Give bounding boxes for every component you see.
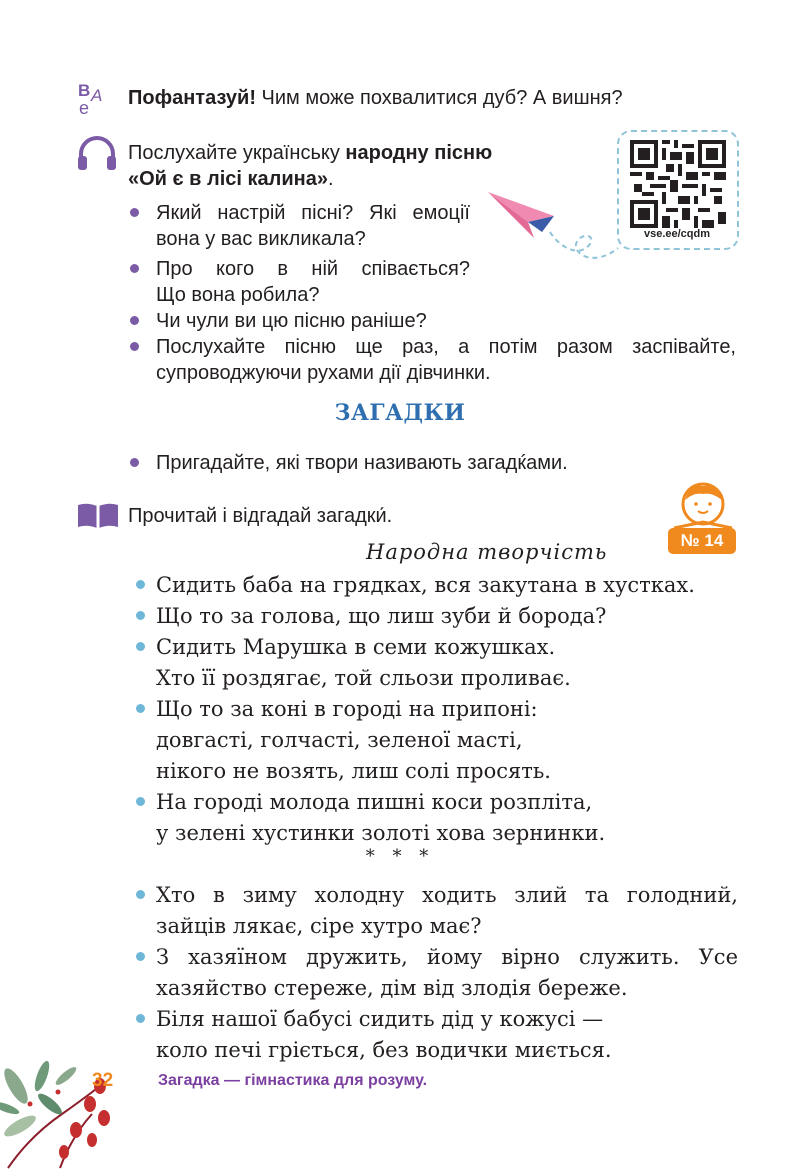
bullet-dot — [136, 890, 145, 899]
list-item — [156, 256, 470, 282]
bullet-dot — [136, 580, 145, 589]
list-item-continuation: вона у вас викликала? — [156, 228, 366, 250]
svg-text:е: е — [79, 98, 90, 116]
riddle-line: Біля нашої бабусі сидить дід у кожусі — — [156, 1007, 604, 1031]
page-number: 32 — [92, 1070, 114, 1091]
svg-text:А: А — [91, 86, 103, 105]
list-item: Чи чули ви цю пісню раніше? — [156, 310, 427, 332]
listen-task-line2 — [128, 166, 334, 192]
riddle-line: хазяйство стереже, дім від злодія береже. — [156, 976, 628, 1000]
list-item-line: Про кого в ній співається? — [156, 258, 470, 280]
headphones-icon — [76, 136, 118, 172]
bullet-dot — [136, 611, 145, 620]
bullet-dot — [130, 208, 139, 217]
riddle-line: у зелені хустинки золоті хова зернинки. — [156, 821, 606, 845]
bullet-dot — [136, 952, 145, 961]
riddle-line: На городі молода пишні коси розпліта, — [156, 790, 593, 814]
bullet-dot — [130, 316, 139, 325]
listen-task-bold: народну пісню — [345, 142, 493, 164]
riddle-line — [156, 942, 738, 973]
list-item — [156, 200, 470, 226]
fantasy-task — [128, 85, 623, 111]
source-title: Народна творчість — [366, 540, 608, 564]
riddle-line: коло печі гріється, без водички миється. — [156, 1038, 612, 1062]
song-title: «Ой є в лісі калина» — [128, 168, 328, 190]
recall-bullet: Пригадайте, які твори називають загадќами. — [156, 452, 568, 474]
fantasy-letters-icon — [76, 80, 118, 116]
riddle-number-badge: № 14 — [668, 528, 736, 554]
svg-text:В: В — [78, 81, 91, 100]
list-item-continuation: Що вона робила? — [156, 284, 320, 306]
paper-plane-icon — [484, 186, 624, 270]
listen-task-period: . — [327, 168, 334, 190]
riddle-line: нікого не возять, лиш солі просять. — [156, 759, 551, 783]
riddle-line — [156, 880, 738, 911]
riddle-line: Сидить баба на грядках, вся закутана в хустках. — [156, 573, 695, 597]
bullet-dot — [130, 458, 139, 467]
read-task: Прочитай і відгадай загадки́. — [128, 505, 393, 527]
qr-code[interactable] — [630, 140, 726, 232]
qr-caption[interactable]: vse.ee/cqdm — [643, 228, 711, 240]
riddle-line-text: Хто в зиму холодну ходить злий та голодний, — [156, 883, 738, 907]
separator-stars: * * * — [365, 846, 435, 867]
bullet-dot — [136, 797, 145, 806]
riddle-line-text: З хазяїном дружить, йому вірно служить. Усе — [156, 945, 738, 969]
section-title: ЗАГАДКИ — [334, 400, 466, 426]
list-item-continuation: супроводжуючи рухами дії дівчинки. — [156, 362, 491, 384]
fantasy-task-lead: Пофантазуй! — [128, 87, 256, 109]
riddle-line: Що то за коні в городі на припоні: — [156, 697, 538, 721]
bullet-dot — [136, 1014, 145, 1023]
listen-task-text: Послухайте українську — [128, 142, 346, 164]
reading-child-badge-icon — [672, 482, 734, 532]
riddle-line: Що то за голова, що лиш зуби й борода? — [156, 604, 607, 628]
listen-task-line1 — [128, 140, 492, 166]
riddle-line: Сидить Марушка в семи кожушках. — [156, 635, 556, 659]
bullet-dot — [130, 264, 139, 273]
riddle-line: довгасті, голчасті, зеленої масті, — [156, 728, 523, 752]
fantasy-task-text: Чим може похвалитися дуб? А вишня? — [255, 87, 623, 109]
list-item-line: Послухайте пісню ще раз, а потім разом заспівайте, — [156, 336, 736, 358]
footer-motto: Загадка — гімнастика для розуму. — [158, 1072, 428, 1089]
list-item — [156, 334, 736, 360]
list-item-line: Який настрій пісні? Які емоції — [156, 202, 470, 224]
bullet-dot — [136, 704, 145, 713]
bullet-dot — [136, 642, 145, 651]
bullet-dot — [130, 342, 139, 351]
riddle-line: Хто її роздягає, той сльози проливає. — [156, 666, 571, 690]
riddle-line: зайців лякає, сіре хутро має? — [156, 914, 482, 938]
book-icon — [76, 502, 120, 530]
